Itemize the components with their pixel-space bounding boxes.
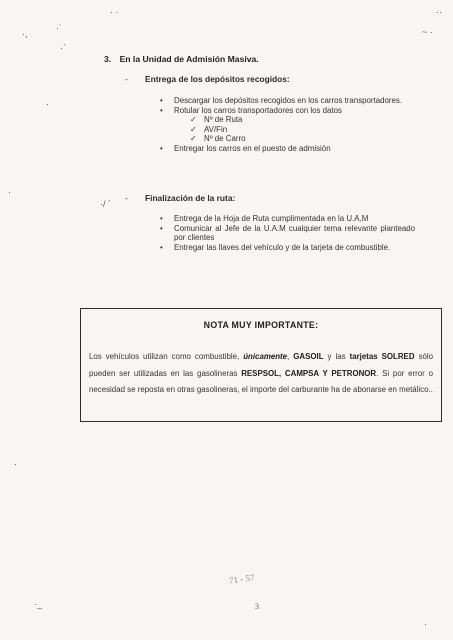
scan-speck: · (14, 459, 17, 469)
note-text: Los vehículos utilizan como combustible, (89, 352, 244, 361)
scan-speck: · (8, 187, 11, 197)
entrega-heading (125, 74, 290, 84)
check-item-text: Nº de Carro (204, 134, 246, 144)
scan-speck: · · (110, 7, 119, 17)
bullet-icon: • (160, 105, 163, 115)
checkmark-icon: ✓ (190, 115, 197, 125)
scan-speck: ·˙ (56, 23, 62, 33)
checkmark-icon: ✓ (190, 124, 197, 134)
scan-speck: ·_ (34, 599, 43, 609)
note-stations: RESPSOL, CAMPSA Y PETRONOR (241, 368, 377, 378)
note-text: , (287, 352, 294, 361)
check-item-text: AV/Fin (204, 124, 228, 134)
scan-speck: · (424, 619, 427, 629)
list-item (160, 144, 415, 154)
list-item-text: Entrega de la Hoja de Ruta cumplimentada en la U.A.M (174, 214, 369, 223)
finalizacion-list (160, 214, 415, 252)
scan-speck: ·` (60, 43, 66, 53)
list-item-text: Rotular los carros transportadores con los datos (174, 105, 342, 115)
page-number: 3 (255, 602, 259, 611)
bullet-icon: • (160, 96, 163, 105)
bullet-icon: • (160, 223, 163, 233)
note-title: NOTA MUY IMPORTANTE: (203, 320, 319, 330)
list-item (160, 224, 415, 243)
finalizacion-title: Finalización de la ruta: (145, 193, 236, 203)
note-text: sólo pueden ser utilizadas en las gasolineras (89, 352, 434, 378)
bullet-icon: • (160, 242, 163, 252)
section-number: 3. (104, 54, 112, 64)
list-item-text: Comunicar al Jefe de la U.A.M cualquier tema relevante planteado por clientes (174, 223, 415, 243)
entrega-list (160, 96, 415, 154)
section-title: En la Unidad de Admisión Masiva. (119, 54, 259, 64)
note-fuel: GASOIL (293, 352, 324, 361)
scan-speck: ·· (436, 7, 442, 17)
handwritten-annotation: 71 - 57 (228, 572, 256, 586)
scan-speck: ·/ ´ (100, 199, 111, 209)
list-item-text: Descargar los depósitos recogidos en los carros transportadores. (174, 96, 403, 105)
note-solred: SOLRED (381, 352, 415, 361)
important-note-box (80, 308, 442, 422)
check-list (190, 115, 415, 144)
dash-marker: - (125, 74, 128, 84)
note-cards: tarjetas (349, 352, 378, 361)
list-item (160, 243, 415, 253)
checkmark-icon: ✓ (190, 134, 197, 144)
scan-speck: ~ · (422, 27, 433, 37)
check-item-text: Nº de Ruta (204, 115, 243, 125)
bullet-icon: • (160, 143, 163, 153)
note-text: y las (323, 352, 350, 361)
note-body (89, 349, 433, 399)
check-item (190, 115, 415, 125)
list-item (160, 106, 415, 144)
section-heading (104, 54, 259, 64)
check-item (190, 125, 415, 135)
entrega-title: Entrega de los depósitos recogidos: (145, 74, 290, 84)
scan-speck: ·, (22, 29, 28, 39)
list-item-text: Entregar los carros en el puesto de admisión (174, 143, 331, 153)
check-item (190, 134, 415, 144)
note-emphasis: únicamente (243, 352, 288, 361)
note-text: . Si por error o necesidad se reposta en otras gasolineras, el importe del carburante ha de abonarse en metálico.. (89, 368, 433, 395)
scan-speck: · (46, 99, 49, 109)
list-item (160, 96, 415, 106)
list-item-text: Entregar las llaves del vehículo y de la tarjeta de combustible. (174, 242, 391, 252)
finalizacion-heading (125, 193, 236, 203)
list-item (160, 214, 415, 224)
dash-marker: - (125, 193, 128, 203)
bullet-icon: • (160, 214, 163, 223)
